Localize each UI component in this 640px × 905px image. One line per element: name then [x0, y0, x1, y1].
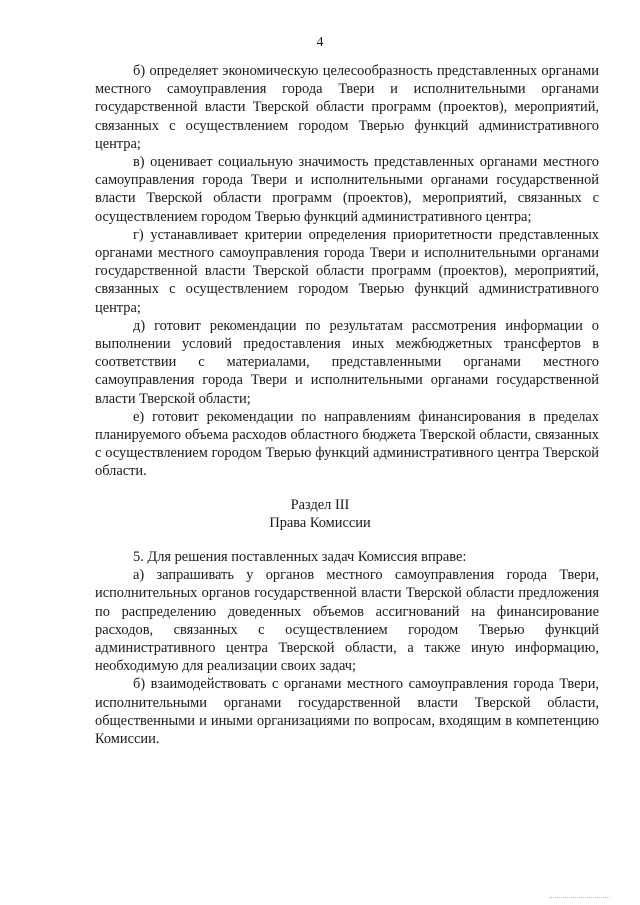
paragraphs-bottom: [95, 548, 599, 748]
paragraph-g: г) устанавливает критерии определения приоритетности представленных органами местного самоуправления города Твери и исполнительными органами государственной власти Тверской области программ (проектов), мероприятий, связанных с осуществлением городом Тверью функций административного центра;: [95, 226, 599, 316]
page-number: 4: [316, 35, 324, 50]
paragraph-b: б) определяет экономическую целесообразность представленных органами местного самоуправления города Твери и исполнительными органами государственной власти Тверской области программ (проектов), мероприятий, связанных с осуществлением городом Тверью функций административного центра;: [95, 63, 599, 152]
paragraph-5a: а) запрашивать у органов местного самоуправления города Твери, исполнительных органов государственной власти Тверской области предложения по распределению доведенных объемов ассигнований на финансирование расходов, связанных с осуществлением городом Тверью функций административного центра Тверской области, а также иную информацию, необходимую для реализации своих задач;: [95, 567, 599, 675]
section-heading: [0, 496, 640, 532]
paragraph-e: е) готовит рекомендации по направлениям финансирования в пределах планируемого объема расходов областного бюджета Тверской области, связанных с осуществлением городом Тверью функций административного центра Тверской области.: [95, 408, 599, 480]
paragraphs-top: [95, 62, 599, 481]
paragraph-v: в) оценивает социальную значимость представленных органами местного самоуправления города Твери и исполнительными органами государственной власти Тверской области программ (проектов), мероприятий, связанных с осуществлением городом Тверью функций административного центра;: [95, 154, 599, 225]
paragraph-5b: б) взаимодействовать с органами местного самоуправления города Твери, исполнительными органами государственной власти Тверской области, общественными и иными организациями по вопросам, входящим в компетенцию Комиссии.: [95, 676, 599, 748]
section-number: Раздел III: [290, 497, 350, 513]
paragraph-d: д) готовит рекомендации по результатам рассмотрения информации о выполнении условий предоставления иных межбюджетных трансфертов в соответствии с материалами, представленными органами местного самоуправления города Твери и исполнительными органами государственной власти Тверской области;: [95, 317, 599, 407]
section-title: Права Комиссии: [269, 515, 371, 532]
scan-edge-mark: [550, 897, 610, 899]
paragraph-5: 5. Для решения поставленных задач Комиссия вправе:: [133, 549, 467, 565]
